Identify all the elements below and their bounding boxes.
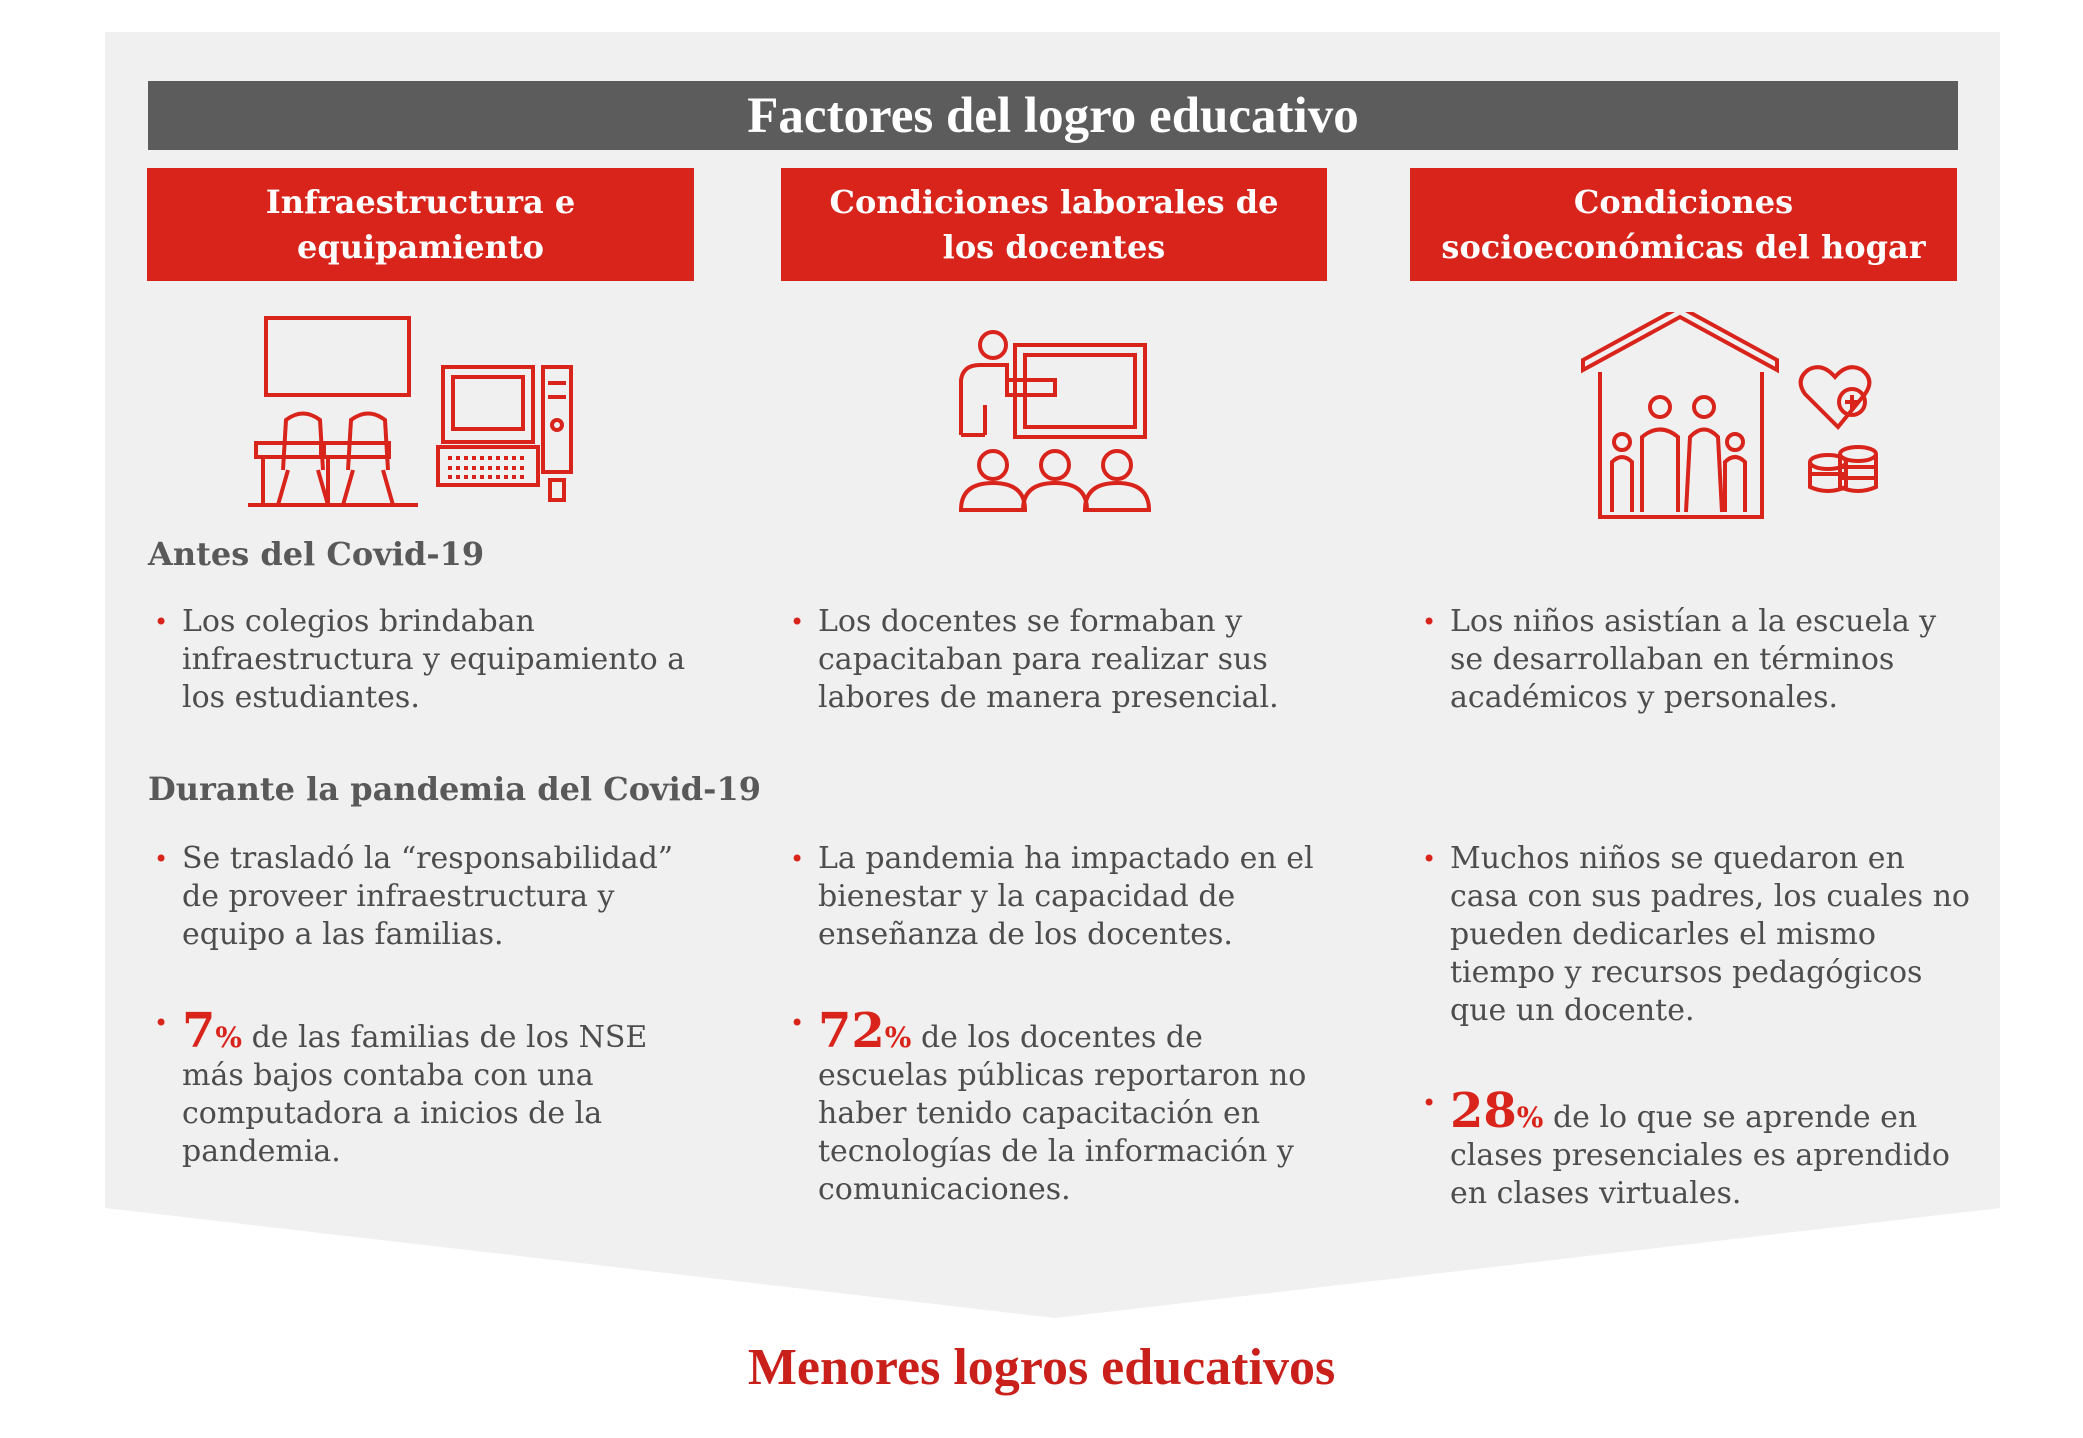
conclusion-title: Menores logros educativos	[747, 1339, 1336, 1396]
column-header-hogar: Condiciones socioeconómicas del hogar	[1410, 168, 1957, 281]
bullet-text: Los niños asistían a la escuela y se desarrollaban en términos académicos y personales.	[1450, 604, 1937, 715]
column-header-docentes: Condiciones laborales de los docentes	[781, 168, 1327, 281]
list-item	[1422, 603, 1960, 717]
bullet-text: Se trasladó la “responsabilidad” de proveer infraestructura y equipo a las familias.	[182, 841, 674, 952]
bullet-text: Muchos niños se quedaron en casa con sus padres, los cuales no pueden dedicarles el mismo tiempo y recursos pedagógicos que un docente.	[1450, 841, 1970, 1028]
bullet-dot: •	[154, 1009, 169, 1037]
stat-unit: %	[884, 1021, 912, 1054]
bullet-text: La pandemia ha impactado en el bienestar y la capacidad de enseñanza de los docentes.	[818, 841, 1314, 952]
stat-item	[1422, 1083, 1950, 1213]
list-item	[790, 603, 1318, 717]
stat-text: de las familias de los NSE más bajos contaba con una computadora a inicios de la pandemia.	[182, 1020, 648, 1169]
stat-value: 28	[1450, 1083, 1517, 1139]
stat-value: 7	[182, 1003, 216, 1059]
family-home-icon	[1580, 312, 1880, 522]
bullet-dot: •	[790, 1009, 805, 1037]
stat-item	[154, 1003, 652, 1171]
bullet-dot: •	[154, 608, 169, 636]
bullet-text: Los colegios brindaban infraestructura y equipamiento a los estudiantes.	[182, 604, 686, 715]
list-item	[790, 840, 1318, 954]
bullet-dot: •	[1422, 1089, 1437, 1117]
bullet-dot: •	[790, 845, 805, 873]
bullet-dot: •	[154, 845, 169, 873]
column-header-infraestructura: Infraestructura e equipamiento	[147, 168, 694, 281]
classroom-computer-icon	[248, 315, 578, 515]
bullet-text: Los docentes se formaban y capacitaban para realizar sus labores de manera presencial.	[818, 604, 1279, 715]
list-item	[154, 603, 692, 717]
stat-item	[790, 1003, 1338, 1209]
bullet-dot: •	[1422, 608, 1437, 636]
bullet-dot: •	[1422, 845, 1437, 873]
teacher-presentation-icon	[955, 325, 1155, 515]
list-item	[1422, 840, 1970, 1030]
stat-text: de lo que se aprende en clases presenciales es aprendido en clases virtuales.	[1450, 1100, 1950, 1211]
section-heading-during: Durante la pandemia del Covid-19	[148, 770, 761, 808]
list-item	[154, 840, 692, 954]
section-heading-before: Antes del Covid-19	[148, 535, 485, 573]
page-title: Factores del logro educativo	[148, 81, 1958, 150]
stat-unit: %	[1516, 1101, 1544, 1134]
stat-text: de los docentes de escuelas públicas reportaron no haber tenido capacitación en tecnologías de la información y comunicaciones.	[818, 1020, 1307, 1207]
stat-value: 72	[818, 1003, 885, 1059]
stat-unit: %	[215, 1021, 243, 1054]
bullet-dot: •	[790, 608, 805, 636]
